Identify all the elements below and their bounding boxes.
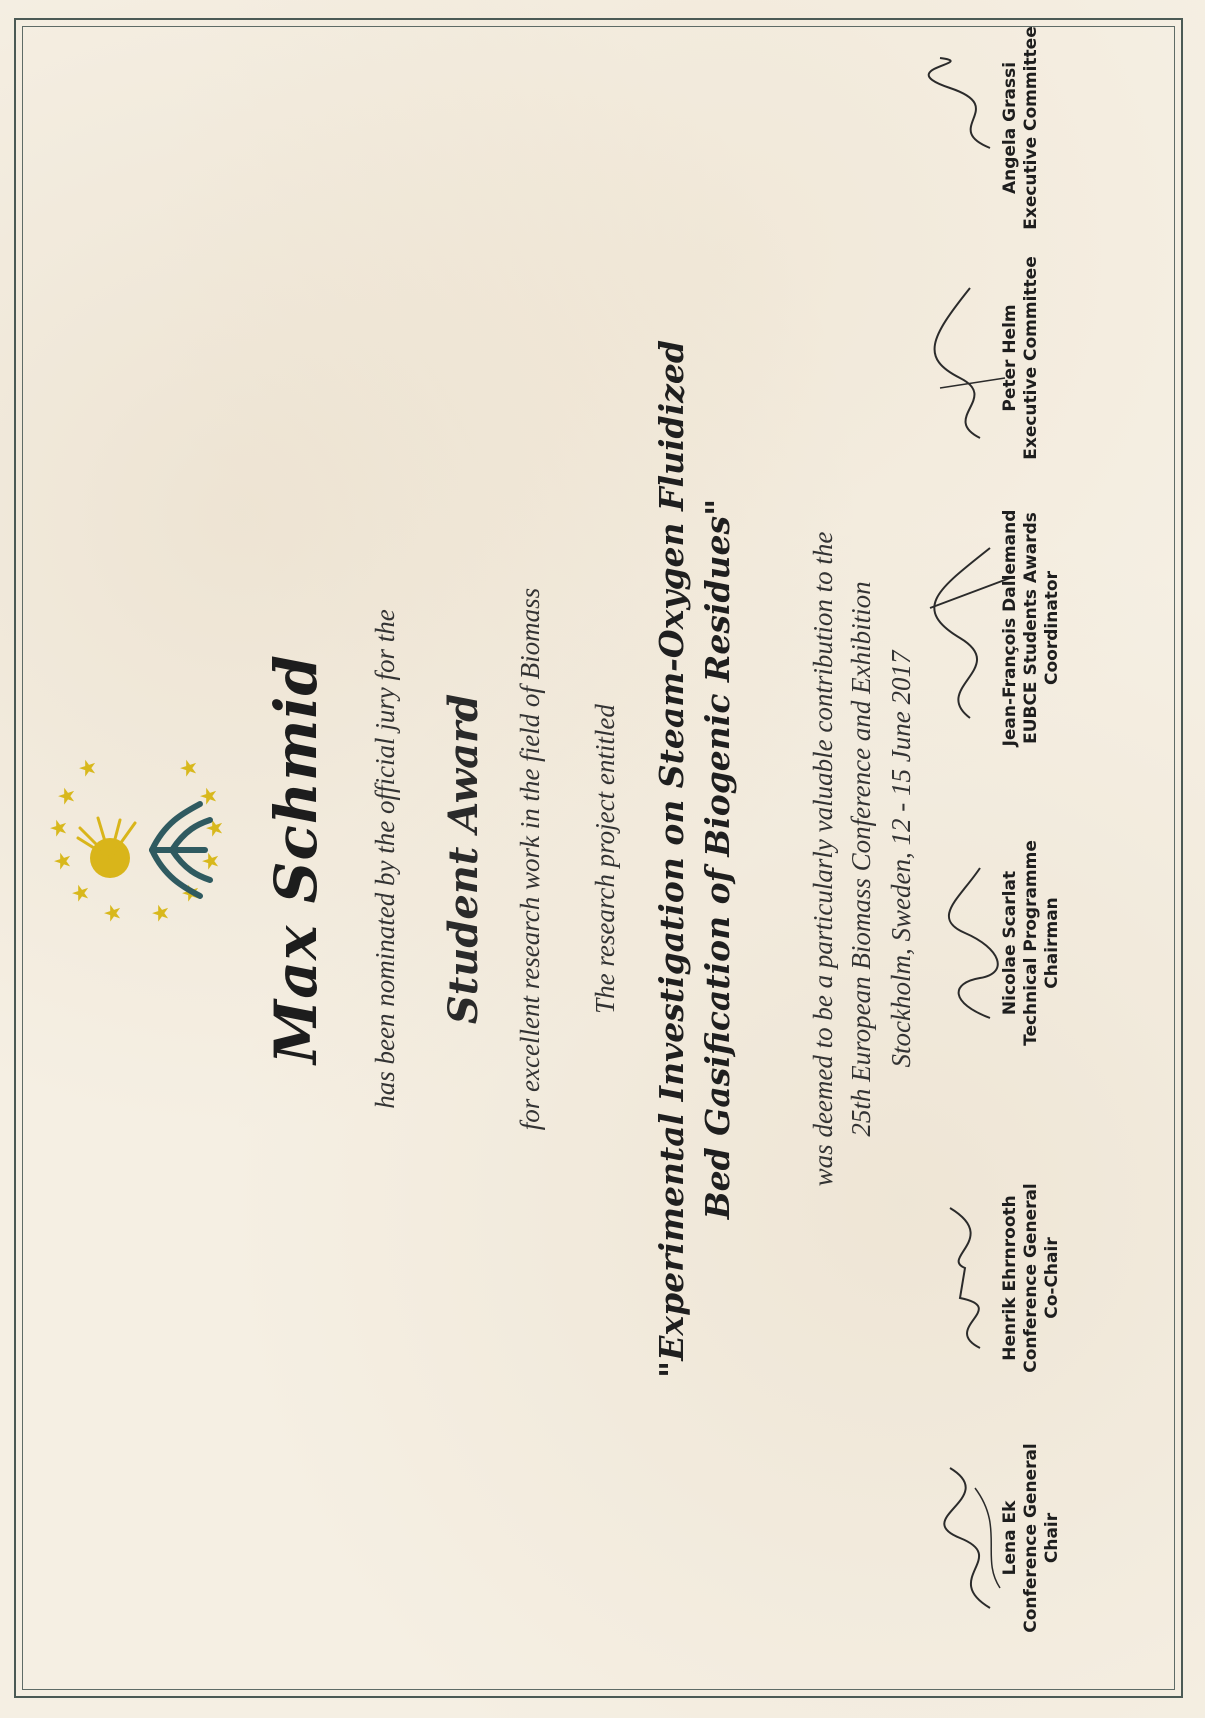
signatory-role: Chairman (1042, 897, 1062, 989)
star-icon: ★ (176, 758, 201, 778)
conference-logo (40, 718, 240, 958)
signatory-role: EUBCE Students Awards (1021, 512, 1041, 744)
star-icon: ★ (148, 903, 173, 923)
nomination-text: has been nominated by the official jury for the (370, 609, 400, 1109)
star-icon: ★ (196, 786, 221, 806)
star-icon: ★ (178, 883, 203, 903)
signatory-name: Jean-François Dallemand (1000, 509, 1020, 747)
signatory-name: Angela Grassi (1000, 61, 1020, 195)
signatory-role: Chair (1042, 1512, 1062, 1564)
signatory-role: Co-Chair (1042, 1237, 1062, 1319)
signatory-role: Conference General (1021, 1183, 1041, 1373)
star-icon: ★ (202, 818, 227, 838)
project-title-line2: Bed Gasification of Biogenic Residues" (698, 498, 737, 1220)
signatory-role: Technical Programme (1021, 840, 1041, 1046)
project-intro: The research project entitled (590, 704, 620, 1014)
star-icon: ★ (75, 758, 100, 778)
signatory-name: Lena Ek (1000, 1500, 1020, 1576)
signatory-name: Nicolae Scarlat (1000, 870, 1020, 1016)
signatory-nicolae-scarlat (1000, 828, 1063, 1058)
event-location-date: Stockholm, Sweden, 12 - 15 June 2017 (886, 650, 916, 1068)
award-title: Student Award (440, 693, 487, 1025)
signatory-lena-ek (1000, 1438, 1063, 1638)
signatory-peter-helm (1000, 248, 1042, 468)
field-text: for excellent research work in the field of Biomass (515, 587, 545, 1131)
star-icon: ★ (46, 818, 71, 838)
star-icon: ★ (198, 851, 223, 871)
signatory-role: Coordinator (1042, 571, 1062, 685)
project-title-line1: "Experimental Investigation on Steam-Oxygen Fluidized (652, 340, 691, 1378)
star-icon: ★ (54, 786, 79, 806)
signatory-role: Executive Committee (1021, 26, 1041, 230)
signatory-name: Henrik Ehrnrooth (1000, 1195, 1020, 1361)
signatory-jean-francois-dallemand (1000, 488, 1063, 768)
signatory-name: Peter Helm (1000, 304, 1020, 412)
sun-icon (78, 818, 135, 878)
event-name: 25th European Biomass Conference and Exhibition (846, 581, 876, 1137)
signatory-role: Executive Committee (1021, 256, 1041, 460)
recipient-name: Max Schmid (262, 654, 330, 1064)
star-icon: ★ (68, 883, 93, 903)
contribution-text: was deemed to be a particularly valuable contribution to the (808, 531, 838, 1187)
star-icon: ★ (100, 903, 125, 923)
star-icon: ★ (50, 851, 75, 871)
signatory-angela-grassi (1000, 18, 1042, 238)
signatory-role: Conference General (1021, 1443, 1041, 1633)
signatory-henrik-ehrnrooth (1000, 1168, 1063, 1388)
